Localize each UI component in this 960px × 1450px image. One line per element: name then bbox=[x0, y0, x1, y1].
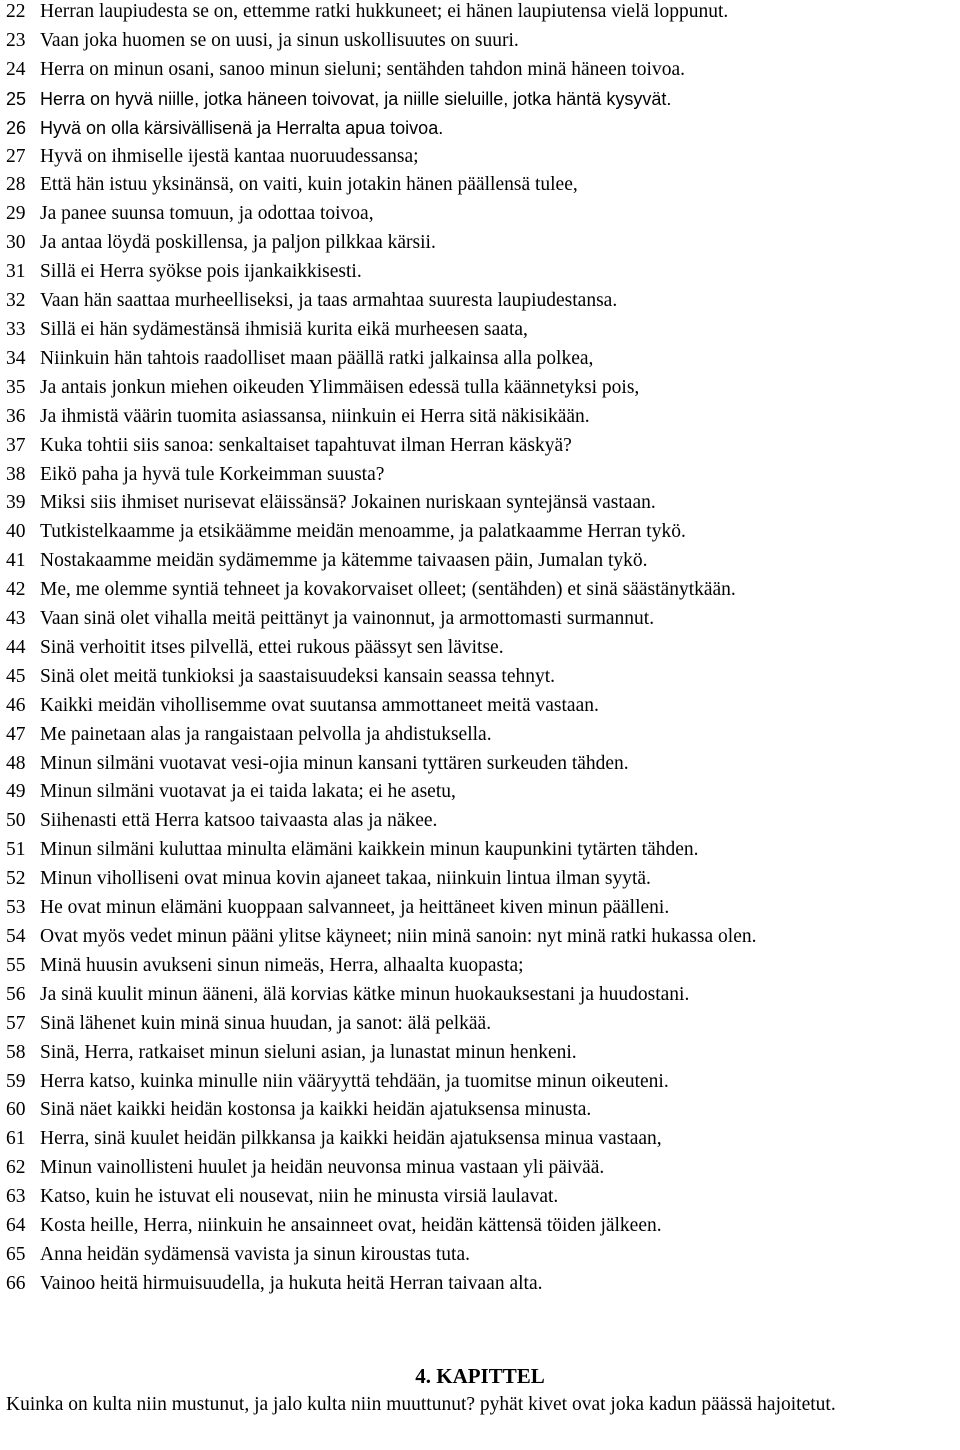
verse-text: Herra on hyvä niille, jotka häneen toivovat, ja niille sieluille, jotka häntä kysyvät. bbox=[40, 88, 672, 109]
verse-text: Vaan hän saattaa murheelliseksi, ja taas armahtaa suuresta laupiudestansa. bbox=[40, 290, 618, 312]
verse-text: Minun silmäni vuotavat vesi-ojia minun kansani tyttären surkeuden tähden. bbox=[40, 752, 629, 774]
verse-line bbox=[6, 865, 956, 894]
verse-text: Minun silmäni kuluttaa minulta elämäni kaikkein minun kaupunkini tytärten tähden. bbox=[40, 839, 699, 861]
verse-line bbox=[6, 229, 956, 258]
verse-number: 52 bbox=[6, 868, 26, 890]
verse-number: 64 bbox=[6, 1215, 26, 1237]
verse-line bbox=[6, 1154, 956, 1183]
verse-number: 56 bbox=[6, 983, 26, 1005]
verse-line bbox=[6, 345, 956, 374]
verse-number: 35 bbox=[6, 376, 26, 398]
verse-text: Minun vainollisteni huulet ja heidän neuvonsa minua vastaan yli päivää. bbox=[40, 1157, 605, 1179]
verse-line bbox=[6, 778, 956, 807]
verse-number: 59 bbox=[6, 1070, 26, 1092]
verse-text: Miksi siis ihmiset nurisevat eläissänsä? Jokainen nuriskaan syntejänsä vastaan. bbox=[40, 492, 656, 514]
verse-number: 23 bbox=[6, 29, 26, 51]
verse-text: Sinä lähenet kuin minä sinua huudan, ja sanot: älä pelkää. bbox=[40, 1012, 492, 1034]
verse-text: Sinä verhoitit itses pilvellä, ettei rukous päässyt sen lävitse. bbox=[40, 636, 504, 658]
verse-line bbox=[6, 403, 956, 432]
verse-line bbox=[6, 1125, 956, 1154]
verse-number: 47 bbox=[6, 723, 26, 745]
verse-line bbox=[6, 663, 956, 692]
verse-line bbox=[6, 605, 956, 634]
verse-number: 48 bbox=[6, 752, 26, 774]
verse-number: 27 bbox=[6, 145, 26, 167]
verse-text: Vaan sinä olet vihalla meitä peittänyt ja vainonnut, ja armottomasti surmannut. bbox=[40, 608, 655, 630]
verse-line bbox=[6, 518, 956, 547]
verse-text: Sinä, Herra, ratkaiset minun sieluni asian, ja lunastat minun henkeni. bbox=[40, 1041, 577, 1063]
verse-line bbox=[6, 1183, 956, 1212]
verse-number: 40 bbox=[6, 521, 26, 543]
verse-line bbox=[6, 721, 956, 750]
verse-line bbox=[6, 981, 956, 1010]
verse-number: 34 bbox=[6, 347, 26, 369]
verse-line bbox=[6, 489, 956, 518]
verse-line bbox=[6, 56, 956, 85]
verse-text: Sillä ei Herra syökse pois ijankaikkisesti. bbox=[40, 261, 362, 283]
verse-line bbox=[6, 0, 956, 27]
verse-line bbox=[6, 836, 956, 865]
verse-text: Sinä olet meitä tunkioksi ja saastaisuudeksi kansain seassa tehnyt. bbox=[40, 665, 556, 687]
verse-number: 25 bbox=[6, 88, 27, 109]
verse-number: 30 bbox=[6, 232, 26, 254]
chapter-heading: 4. KAPITTEL bbox=[415, 1364, 545, 1388]
verse-text: Niinkuin hän tahtois raadolliset maan päällä ratki jalkainsa alla polkea, bbox=[40, 347, 594, 369]
verse-text: Ovat myös vedet minun pääni ylitse käyneet; niin minä sanoin: nyt minä ratki hukassa olen. bbox=[40, 926, 757, 947]
verse-line bbox=[6, 85, 956, 114]
verse-text: Eikö paha ja hyvä tule Korkeimman suusta? bbox=[40, 463, 385, 485]
verse-number: 57 bbox=[6, 1012, 26, 1034]
verse-text: Minä huusin avukseni sinun nimeäs, Herra, alhaalta kuopasta; bbox=[40, 954, 524, 976]
verse-text: Anna heidän sydämensä vavista ja sinun kiroustas tuta. bbox=[40, 1243, 470, 1265]
verse-text: Että hän istuu yksinänsä, on vaiti, kuin jotakin hänen päällensä tulee, bbox=[40, 174, 578, 196]
verse-text: Kaikki meidän vihollisemme ovat suutansa ammottaneet meitä vastaan. bbox=[40, 694, 599, 716]
verse-line bbox=[6, 807, 956, 836]
verse-text: Siihenasti että Herra katsoo taivaasta alas ja näkee. bbox=[40, 810, 438, 832]
verse-line bbox=[6, 1039, 956, 1068]
verse-number: 65 bbox=[6, 1243, 26, 1265]
verse-line bbox=[6, 1068, 956, 1097]
verse-line bbox=[6, 1270, 956, 1299]
verse-number: 63 bbox=[6, 1186, 26, 1208]
verse-line bbox=[6, 461, 956, 490]
verse-number: 28 bbox=[6, 174, 26, 196]
verse-number: 54 bbox=[6, 926, 26, 947]
verse-text: Herra on minun osani, sanoo minun sieluni; sentähden tahdon minä häneen toivoa. bbox=[40, 58, 685, 80]
verse-line bbox=[6, 316, 956, 345]
verse-number: 42 bbox=[6, 579, 26, 601]
verse-line bbox=[6, 576, 956, 605]
verse-number: 60 bbox=[6, 1099, 26, 1121]
verse-line bbox=[6, 952, 956, 981]
verse-line bbox=[6, 547, 956, 576]
verse-line bbox=[6, 171, 956, 200]
verse-text: Herra katso, kuinka minulle niin vääryyttä tehdään, ja tuomitse minun oikeuteni. bbox=[40, 1070, 669, 1092]
verse-line bbox=[6, 692, 956, 721]
verse-line bbox=[6, 287, 956, 316]
verse-text: Vainoo heitä hirmuisuudella, ja hukuta heitä Herran taivaan alta. bbox=[40, 1272, 543, 1294]
verse-text: Kosta heille, Herra, niinkuin he ansainneet ovat, heidän kättensä töiden jälkeen. bbox=[40, 1215, 662, 1237]
verse-number: 51 bbox=[6, 839, 26, 861]
verse-number: 50 bbox=[6, 810, 26, 832]
verse-text: Sinä näet kaikki heidän kostonsa ja kaikki heidän ajatuksensa minusta. bbox=[40, 1099, 592, 1121]
verse-line bbox=[6, 200, 956, 229]
verse-number: 36 bbox=[6, 405, 26, 427]
verse-number: 62 bbox=[6, 1157, 26, 1179]
verse-text: Minun viholliseni ovat minua kovin ajaneet takaa, niinkuin lintua ilman syytä. bbox=[40, 868, 651, 890]
verse-number: 43 bbox=[6, 608, 26, 630]
verse-line bbox=[6, 114, 956, 143]
verse-number: 22 bbox=[6, 1, 26, 22]
verse-text: Ja panee suunsa tomuun, ja odottaa toivoa, bbox=[40, 203, 374, 225]
verse-line bbox=[6, 27, 956, 56]
verse-text: Ja ihmistä väärin tuomita asiassansa, niinkuin ei Herra sitä näkisikään. bbox=[40, 405, 590, 427]
verse-text: Hyvä on olla kärsivällisenä ja Herralta apua toivoa. bbox=[40, 117, 444, 138]
verse-number: 49 bbox=[6, 781, 26, 803]
verse-number: 24 bbox=[6, 58, 26, 80]
verse-number: 26 bbox=[6, 117, 27, 138]
verse-text: Sillä ei hän sydämestänsä ihmisiä kurita eikä murheesen saata, bbox=[40, 318, 528, 340]
verse-number: 44 bbox=[6, 636, 26, 658]
verse-number: 32 bbox=[6, 290, 26, 312]
verse-text: Hyvä on ihmiselle ijestä kantaa nuoruudessansa; bbox=[40, 145, 419, 167]
verse-line bbox=[6, 750, 956, 779]
verse-number: 37 bbox=[6, 434, 26, 456]
verse-list bbox=[6, 0, 956, 1299]
verse-text: Nostakaamme meidän sydämemme ja kätemme taivaasen päin, Jumalan tykö. bbox=[40, 550, 648, 572]
verse-number: 61 bbox=[6, 1128, 26, 1150]
verse-number: 66 bbox=[6, 1272, 26, 1294]
verse-text: Vaan joka huomen se on uusi, ja sinun uskollisuutes on suuri. bbox=[40, 29, 519, 51]
chapter-intro: Kuinka on kulta niin mustunut, ja jalo kulta niin muuttunut? pyhät kivet ovat joka kadun päässä hajoitetut. bbox=[6, 1394, 836, 1415]
verse-number: 38 bbox=[6, 463, 26, 485]
verse-line bbox=[6, 1010, 956, 1039]
verse-text: Ja antais jonkun miehen oikeuden Ylimmäisen edessä tulla käännetyksi pois, bbox=[40, 376, 640, 398]
verse-line bbox=[6, 634, 956, 663]
verse-text: Ja antaa löydä poskillensa, ja paljon pilkkaa kärsii. bbox=[40, 232, 436, 254]
verse-number: 29 bbox=[6, 203, 26, 225]
verse-line bbox=[6, 432, 956, 461]
verse-number: 31 bbox=[6, 261, 26, 283]
verse-text: Katso, kuin he istuvat eli nousevat, niin he minusta virsiä laulavat. bbox=[40, 1186, 559, 1208]
verse-number: 58 bbox=[6, 1041, 26, 1063]
verse-number: 55 bbox=[6, 954, 26, 976]
verse-line bbox=[6, 1241, 956, 1270]
verse-line bbox=[6, 143, 956, 172]
verse-number: 53 bbox=[6, 897, 26, 919]
verse-text: Minun silmäni vuotavat ja ei taida lakata; ei he asetu, bbox=[40, 781, 456, 803]
verse-line bbox=[6, 1096, 956, 1125]
verse-line bbox=[6, 374, 956, 403]
verse-number: 33 bbox=[6, 318, 26, 340]
verse-line bbox=[6, 923, 956, 952]
verse-text: Me, me olemme syntiä tehneet ja kovakorvaiset olleet; (sentähden) et sinä säästänytkään. bbox=[40, 579, 736, 601]
verse-text: Tutkistelkaamme ja etsikäämme meidän menoamme, ja palatkaamme Herran tykö. bbox=[40, 521, 686, 543]
verse-number: 46 bbox=[6, 694, 26, 716]
verse-number: 41 bbox=[6, 550, 26, 572]
verse-text: Herra, sinä kuulet heidän pilkkansa ja kaikki heidän ajatuksensa minua vastaan, bbox=[40, 1128, 662, 1150]
verse-line bbox=[6, 258, 956, 287]
verse-text: Ja sinä kuulit minun ääneni, älä korvias kätke minun huokauksestani ja huudostani. bbox=[40, 983, 690, 1005]
verse-line bbox=[6, 1212, 956, 1241]
verse-number: 45 bbox=[6, 665, 26, 687]
verse-text: Me painetaan alas ja rangaistaan pelvolla ja ahdistuksella. bbox=[40, 723, 492, 745]
verse-text: Herran laupiudesta se on, ettemme ratki hukkuneet; ei hänen laupiutensa vielä loppunut. bbox=[40, 1, 729, 22]
verse-text: He ovat minun elämäni kuoppaan salvanneet, ja heittäneet kiven minun päälleni. bbox=[40, 897, 670, 919]
verse-text: Kuka tohtii siis sanoa: senkaltaiset tapahtuvat ilman Herran käskyä? bbox=[40, 434, 572, 456]
verse-line bbox=[6, 894, 956, 923]
verse-number: 39 bbox=[6, 492, 26, 514]
